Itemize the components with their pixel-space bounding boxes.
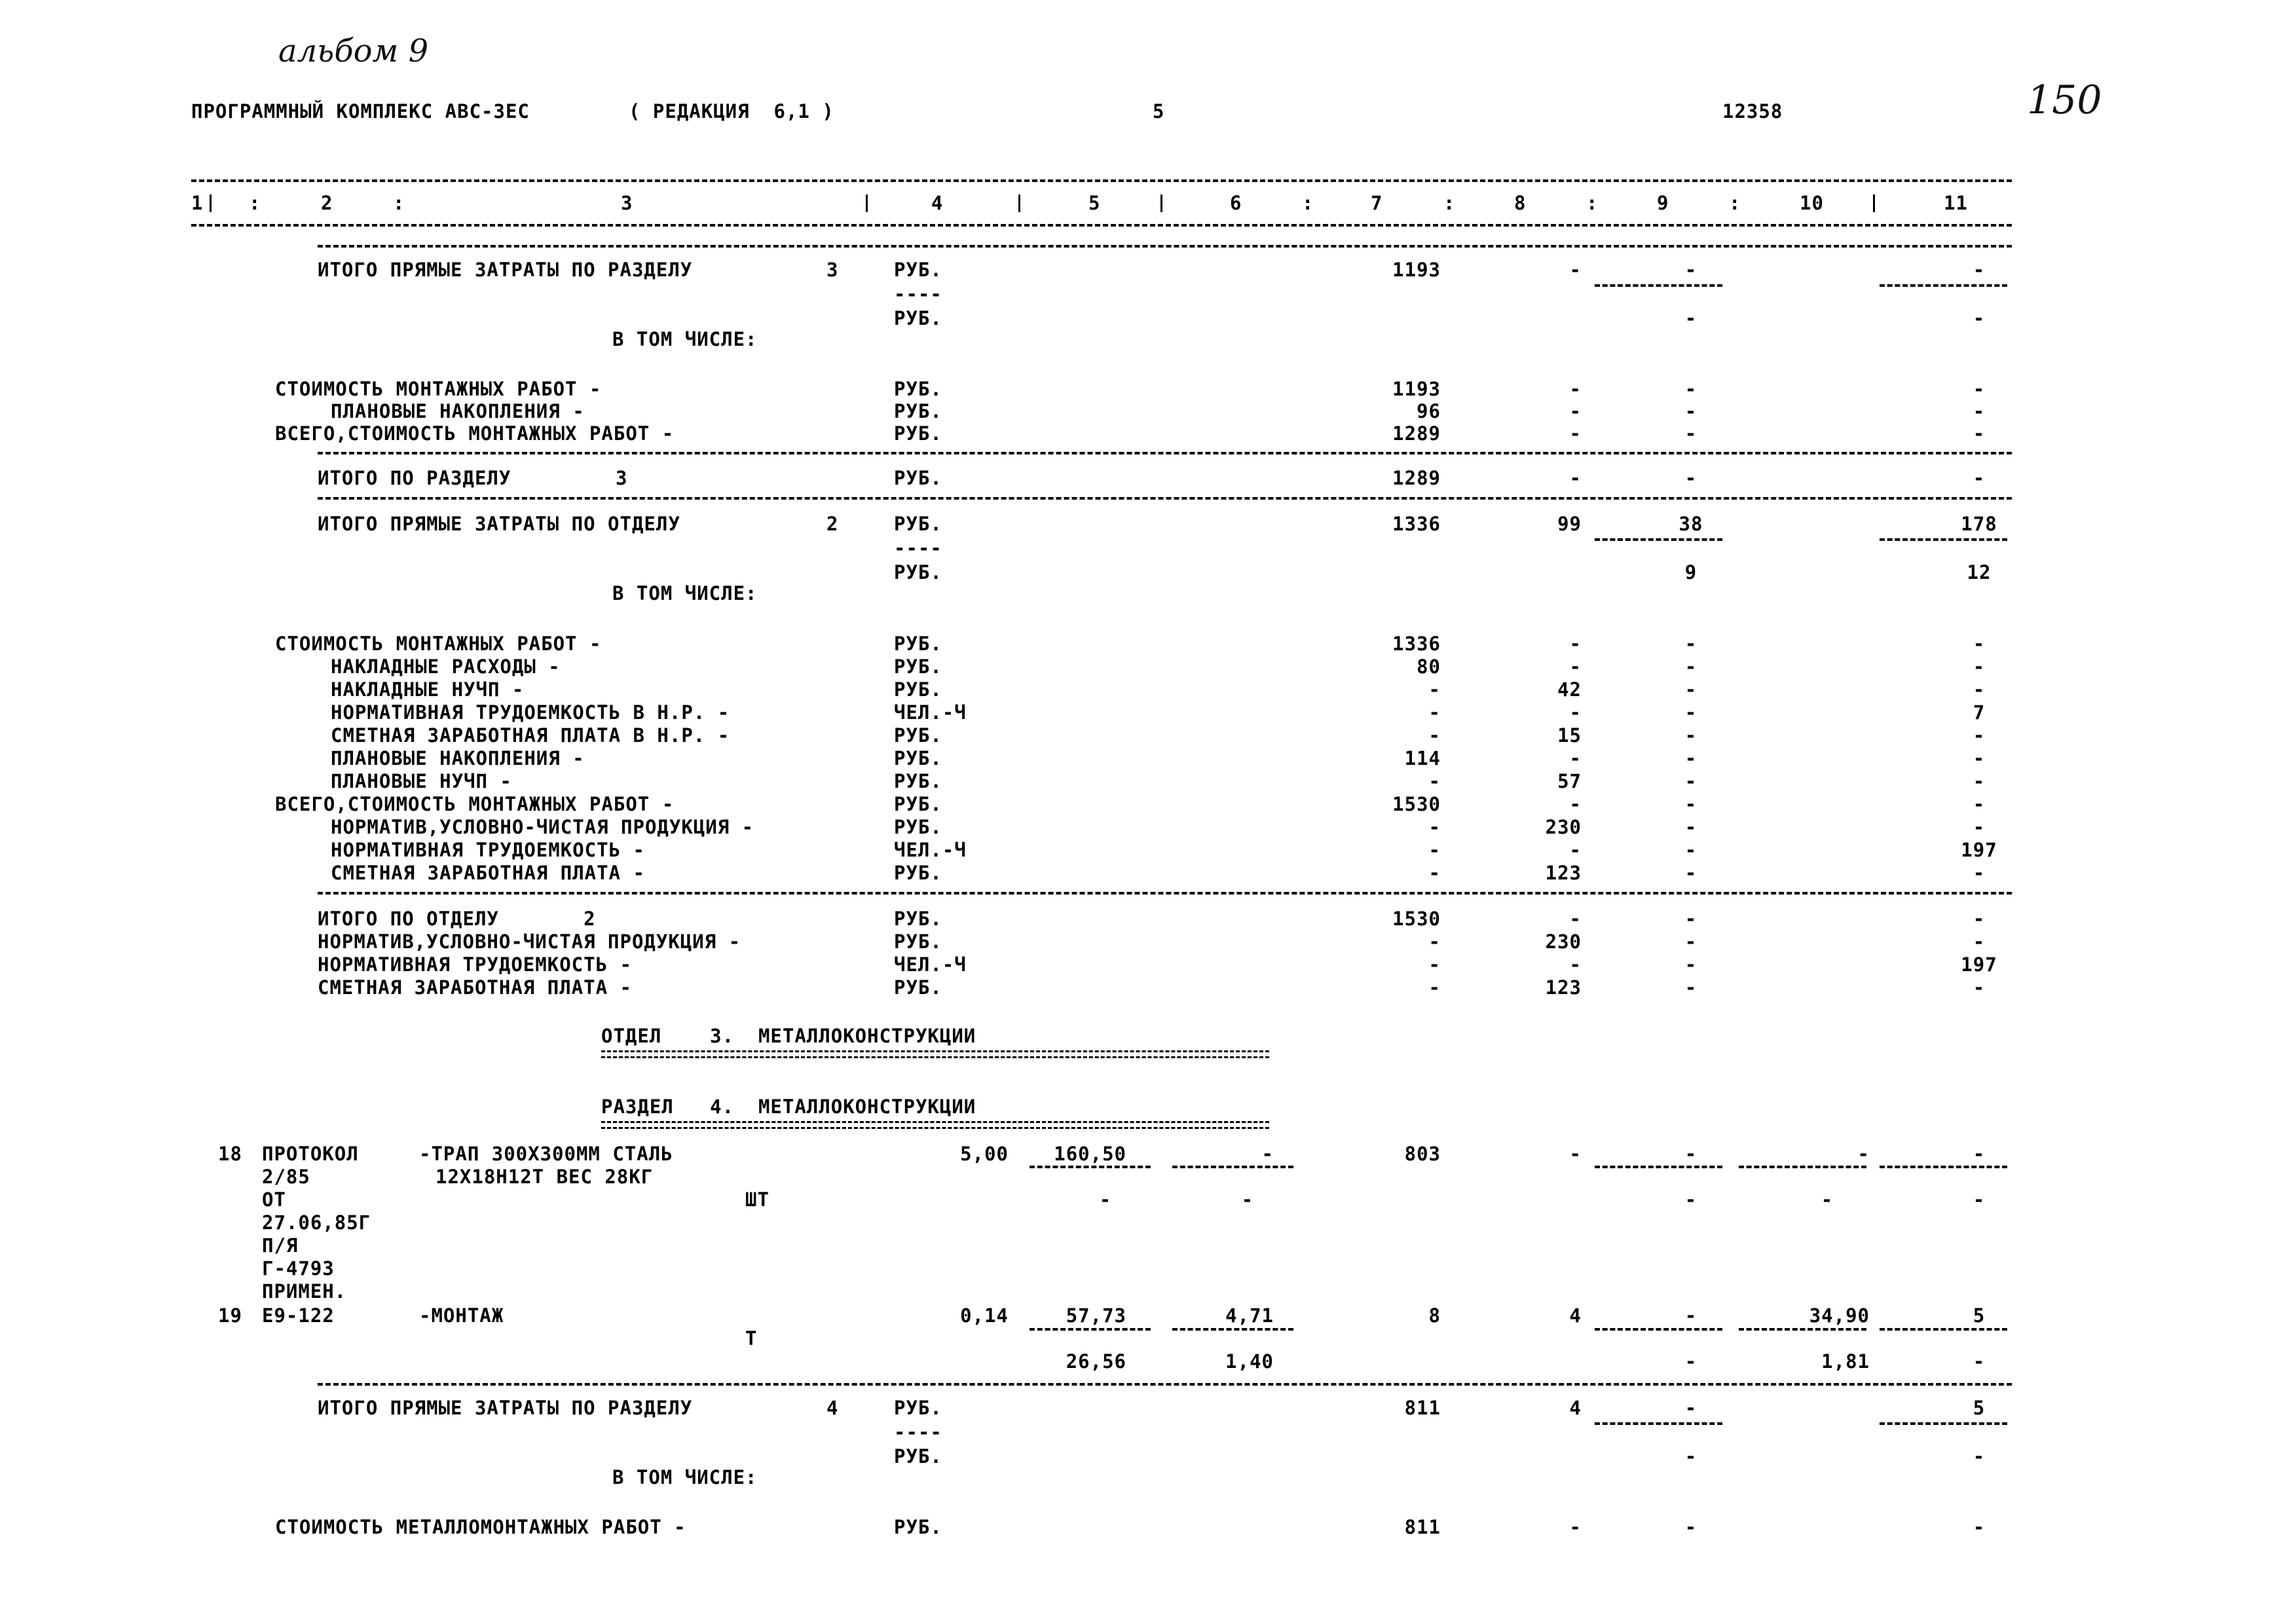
underline-11: [1880, 1422, 2007, 1425]
s1-r2-label: ПЛАНОВЫЕ НАКОПЛЕНИЯ -: [331, 400, 585, 422]
s3-r2-c9: -: [1684, 931, 1697, 953]
s1-r1-unit: РУБ.: [894, 378, 942, 400]
s2-r11-c11: -: [1973, 862, 1986, 884]
l1-unit: РУБ.: [894, 259, 942, 281]
i18-c10b: -: [1821, 1189, 1834, 1211]
s2-r7-c8: 57: [1557, 770, 1582, 792]
s2-r8-unit: РУБ.: [894, 793, 942, 815]
l4-dash: ----: [894, 1421, 942, 1443]
i18-desc: -ТРАП 300Х300ММ СТАЛЬ: [419, 1143, 673, 1165]
s4-r1-label: СТОИМОСТЬ МЕТАЛЛОМОНТАЖНЫХ РАБОТ -: [275, 1516, 686, 1538]
column-colon: :: [1729, 192, 1741, 214]
column-separator: [210, 194, 212, 212]
i19-desc: -МОНТАЖ: [419, 1304, 504, 1327]
s2-r6-unit: РУБ.: [894, 747, 942, 769]
i18-c11b: -: [1973, 1189, 1986, 1211]
s3-r4-c8: 123: [1545, 976, 1582, 999]
s2-r8-c7: 1530: [1392, 793, 1441, 815]
i18-code: ПРОТОКОЛ: [262, 1143, 359, 1165]
s2-r7-c9: -: [1684, 770, 1697, 792]
s1-r3-c11: -: [1973, 422, 1986, 445]
s2-r10-unit: ЧЕЛ.-Ч: [894, 839, 967, 861]
s2-r2-c7: 80: [1417, 655, 1441, 678]
l3-c9b: 9: [1684, 561, 1697, 583]
s1-r2-c9: -: [1684, 400, 1697, 422]
header-bottom-rule: [191, 224, 2012, 227]
s3-r1-label: ИТОГО ПО ОТДЕЛУ 2: [318, 908, 596, 930]
i19-c10b: 1,81: [1821, 1350, 1870, 1373]
s1-r3-c7: 1289: [1392, 422, 1441, 445]
s3-r2-label: НОРМАТИВ,УСЛОВНО-ЧИСТАЯ ПРОДУКЦИЯ -: [318, 931, 741, 953]
s2-r10-c8: -: [1569, 839, 1582, 861]
s2-r3-c7: -: [1428, 678, 1441, 701]
underline-9: [1595, 284, 1722, 287]
l4-unit2: РУБ.: [894, 1445, 942, 1467]
s2-r4-unit: ЧЕЛ.-Ч: [894, 701, 967, 724]
s2-r6-c7: 114: [1404, 747, 1441, 769]
l2-num: 3: [616, 467, 628, 489]
i19-c8: 4: [1569, 1304, 1582, 1327]
underline-9: [1595, 1422, 1722, 1425]
s1-r2-unit: РУБ.: [894, 400, 942, 422]
s3-r1-c8: -: [1569, 908, 1582, 930]
l3-num: 2: [826, 513, 839, 535]
handwritten-page-number: 150: [2027, 77, 2102, 123]
l2-c9: -: [1684, 467, 1697, 489]
s3-r1-c11: -: [1973, 908, 1986, 930]
s2-r8-label: ВСЕГО,СТОИМОСТЬ МОНТАЖНЫХ РАБОТ -: [275, 793, 675, 815]
i19-c11b: -: [1973, 1350, 1986, 1373]
s2-r4-c7: -: [1428, 701, 1441, 724]
l4-vtom: В ТОМ ЧИСЛЕ:: [612, 1466, 758, 1488]
column-colon: :: [1586, 192, 1599, 214]
s4-r1-unit: РУБ.: [894, 1516, 942, 1538]
item-underline: [1880, 1328, 2007, 1331]
l3-c7: 1336: [1392, 513, 1441, 535]
s2-r5-c9: -: [1684, 724, 1697, 747]
l4-c9: -: [1684, 1397, 1697, 1419]
header-top-rule: [191, 179, 2012, 182]
l3-c11b: 12: [1967, 561, 1992, 583]
l1-c9: -: [1684, 259, 1697, 281]
s4-r1-c8: -: [1569, 1516, 1582, 1538]
i18-no: 18: [218, 1143, 242, 1165]
i19-code: Е9-122: [262, 1304, 335, 1327]
item-underline: [1595, 1328, 1722, 1331]
s1-r1-label: СТОИМОСТЬ МОНТАЖНЫХ РАБОТ -: [275, 378, 602, 400]
s2-r9-c7: -: [1428, 816, 1441, 838]
column-separator: [1160, 194, 1162, 212]
s3-r2-c7: -: [1428, 931, 1441, 953]
underline-9: [1595, 538, 1722, 541]
i18-code2: 2/85: [262, 1166, 310, 1188]
s4-r1-c11: -: [1973, 1516, 1986, 1538]
section-rule: [318, 245, 2012, 248]
l3-dash: ----: [894, 537, 942, 559]
s2-r9-c8: 230: [1545, 816, 1582, 838]
s3-r3-unit: ЧЕЛ.-Ч: [894, 953, 967, 976]
s1-r2-c8: -: [1569, 400, 1582, 422]
s3-r1-c7: 1530: [1392, 908, 1441, 930]
column-header-1: 1: [191, 192, 204, 214]
i18-c9b: -: [1684, 1189, 1697, 1211]
i19-qty: 0,14: [960, 1304, 1009, 1327]
s2-r3-c8: 42: [1557, 678, 1582, 701]
handwritten-album-label: альбом 9: [278, 33, 429, 69]
s2-r11-unit: РУБ.: [894, 862, 942, 884]
s2-r5-c11: -: [1973, 724, 1986, 747]
l2-c11: -: [1973, 467, 1986, 489]
s3-r2-c11: -: [1973, 931, 1986, 953]
s2-r2-c9: -: [1684, 655, 1697, 678]
column-header-10: 10: [1800, 192, 1824, 214]
s2-r9-c9: -: [1684, 816, 1697, 838]
i18-qty: 5,00: [960, 1143, 1009, 1165]
s2-r6-c8: -: [1569, 747, 1582, 769]
l1-num: 3: [826, 259, 839, 281]
s3-r4-unit: РУБ.: [894, 976, 942, 999]
s2-r10-c7: -: [1428, 839, 1441, 861]
l3-label: ИТОГО ПРЯМЫЕ ЗАТРАТЫ ПО ОТДЕЛУ: [318, 513, 680, 535]
i19-c7: 8: [1428, 1304, 1441, 1327]
i18-c9: -: [1684, 1143, 1697, 1165]
item-underline: [1595, 1166, 1722, 1168]
i19-c6: 4,71: [1225, 1304, 1274, 1327]
l1-unit2: РУБ.: [894, 307, 942, 329]
i18-c6: -: [1261, 1143, 1274, 1165]
section-rule: [318, 892, 2012, 895]
l1-c11b: -: [1973, 307, 1986, 329]
l1-c8: -: [1569, 259, 1582, 281]
page-number: 5: [1153, 100, 1165, 122]
i18-unit: ШТ: [745, 1189, 770, 1211]
razdel-head: РАЗДЕЛ 4. МЕТАЛЛОКОНСТРУКЦИИ: [601, 1096, 976, 1118]
i19-c6b: 1,40: [1225, 1350, 1274, 1373]
column-colon: :: [393, 192, 405, 214]
s2-r11-c9: -: [1684, 862, 1697, 884]
s2-r6-c9: -: [1684, 747, 1697, 769]
s1-r3-label: ВСЕГО,СТОИМОСТЬ МОНТАЖНЫХ РАБОТ -: [275, 422, 675, 445]
s2-r1-c11: -: [1973, 633, 1986, 655]
i19-c9b: -: [1684, 1350, 1697, 1373]
s2-r2-c11: -: [1973, 655, 1986, 678]
s2-r5-c8: 15: [1557, 724, 1582, 747]
item-underline: [1739, 1328, 1866, 1331]
s3-r1-unit: РУБ.: [894, 908, 942, 930]
i19-no: 19: [218, 1304, 242, 1327]
s2-r2-unit: РУБ.: [894, 655, 942, 678]
i18-c10: -: [1857, 1143, 1870, 1165]
i19-c10: 34,90: [1809, 1304, 1870, 1327]
s2-r3-c9: -: [1684, 678, 1697, 701]
column-header-9: 9: [1657, 192, 1669, 214]
l4-c9b: -: [1684, 1445, 1697, 1467]
s2-r9-unit: РУБ.: [894, 816, 942, 838]
s1-r1-c9: -: [1684, 378, 1697, 400]
s1-r3-c9: -: [1684, 422, 1697, 445]
s2-r2-c8: -: [1569, 655, 1582, 678]
s2-r5-c7: -: [1428, 724, 1441, 747]
section-rule: [318, 452, 2012, 454]
s3-r4-label: СМЕТНАЯ ЗАРАБОТНАЯ ПЛАТА -: [318, 976, 632, 999]
s3-r2-c8: 230: [1545, 931, 1582, 953]
s4-r1-c9: -: [1684, 1516, 1697, 1538]
column-separator: [1873, 194, 1875, 212]
s2-r2-label: НАКЛАДНЫЕ РАСХОДЫ -: [331, 655, 561, 678]
s2-r5-label: СМЕТНАЯ ЗАРАБОТНАЯ ПЛАТА В Н.Р. -: [331, 724, 730, 747]
s1-r1-c8: -: [1569, 378, 1582, 400]
program-title: ПРОГРАММНЫЙ КОМПЛЕКС АВС-ЗЕС: [191, 100, 530, 122]
otdel-head: ОТДЕЛ 3. МЕТАЛЛОКОНСТРУКЦИИ: [601, 1025, 976, 1047]
column-header-7: 7: [1371, 192, 1383, 214]
l3-c8: 99: [1557, 513, 1582, 535]
s1-r1-c11: -: [1973, 378, 1986, 400]
s1-r1-c7: 1193: [1392, 378, 1441, 400]
i18-c7: 803: [1404, 1143, 1441, 1165]
s3-r2-unit: РУБ.: [894, 931, 942, 953]
s2-r4-label: НОРМАТИВНАЯ ТРУДОЕМКОСТЬ В Н.Р. -: [331, 701, 730, 724]
s2-r10-label: НОРМАТИВНАЯ ТРУДОЕМКОСТЬ -: [331, 839, 645, 861]
s2-r6-label: ПЛАНОВЫЕ НАКОПЛЕНИЯ -: [331, 747, 585, 769]
s3-r4-c9: -: [1684, 976, 1697, 999]
s3-r4-c7: -: [1428, 976, 1441, 999]
underline-11: [1880, 284, 2007, 287]
s2-r7-unit: РУБ.: [894, 770, 942, 792]
section-rule: [318, 1383, 2012, 1386]
item-underline: [1172, 1166, 1293, 1168]
s2-r8-c8: -: [1569, 793, 1582, 815]
item-underline: [1880, 1166, 2007, 1168]
s2-r1-c9: -: [1684, 633, 1697, 655]
l3-c11: 178: [1961, 513, 1997, 535]
column-header-2: 2: [321, 192, 333, 214]
s3-r4-c11: -: [1973, 976, 1986, 999]
i18-code4: 27.06,85Г: [262, 1211, 371, 1234]
s2-r10-c9: -: [1684, 839, 1697, 861]
heading-underline: [601, 1121, 1269, 1129]
i19-c5b: 26,56: [1066, 1350, 1126, 1373]
l3-unit2: РУБ.: [894, 561, 942, 583]
i18-code5: П/Я: [262, 1234, 299, 1257]
s1-r3-unit: РУБ.: [894, 422, 942, 445]
s2-r5-unit: РУБ.: [894, 724, 942, 747]
item-underline: [1029, 1166, 1151, 1168]
l1-c9b: -: [1684, 307, 1697, 329]
l1-dash: ----: [894, 283, 942, 305]
column-colon: :: [1443, 192, 1456, 214]
i18-c11: -: [1973, 1143, 1986, 1165]
edition-label: ( РЕДАКЦИЯ 6,1 ): [629, 100, 834, 122]
column-separator: [866, 194, 868, 212]
l1-label: ИТОГО ПРЯМЫЕ ЗАТРАТЫ ПО РАЗДЕЛУ: [318, 259, 693, 281]
s2-r7-label: ПЛАНОВЫЕ НУЧП -: [331, 770, 512, 792]
column-header-8: 8: [1514, 192, 1527, 214]
l4-unit: РУБ.: [894, 1397, 942, 1419]
i19-unit: Т: [745, 1327, 758, 1350]
i18-code6: Г-4793: [262, 1257, 335, 1280]
s3-r3-c11: 197: [1961, 953, 1997, 976]
column-header-4: 4: [931, 192, 944, 214]
i19-c11: 5: [1973, 1304, 1986, 1327]
s2-r7-c7: -: [1428, 770, 1441, 792]
heading-underline: [601, 1050, 1269, 1058]
l4-c11b: -: [1973, 1445, 1986, 1467]
s1-r2-c7: 96: [1417, 400, 1441, 422]
i18-code7: ПРИМЕН.: [262, 1280, 347, 1302]
s3-r1-c9: -: [1684, 908, 1697, 930]
l3-unit: РУБ.: [894, 513, 942, 535]
l3-vtom: В ТОМ ЧИСЛЕ:: [612, 582, 758, 604]
l1-c7: 1193: [1392, 259, 1441, 281]
s2-r1-unit: РУБ.: [894, 633, 942, 655]
underline-11: [1880, 538, 2007, 541]
item-underline: [1172, 1328, 1293, 1331]
l2-unit: РУБ.: [894, 467, 942, 489]
s2-r6-c11: -: [1973, 747, 1986, 769]
column-header-3: 3: [621, 192, 633, 214]
s2-r8-c11: -: [1973, 793, 1986, 815]
s2-r9-label: НОРМАТИВ,УСЛОВНО-ЧИСТАЯ ПРОДУКЦИЯ -: [331, 816, 754, 838]
i18-c5: 160,50: [1054, 1143, 1126, 1165]
s2-r4-c11: 7: [1973, 701, 1986, 724]
s2-r4-c8: -: [1569, 701, 1582, 724]
s2-r8-c9: -: [1684, 793, 1697, 815]
s2-r1-c8: -: [1569, 633, 1582, 655]
i19-c5: 57,73: [1066, 1304, 1126, 1327]
i18-desc2: 12Х18Н12Т ВЕС 28КГ: [436, 1166, 654, 1188]
l2-c8: -: [1569, 467, 1582, 489]
l3-c9: 38: [1678, 513, 1703, 535]
s2-r3-c11: -: [1973, 678, 1986, 701]
column-colon: :: [249, 192, 261, 214]
column-colon: :: [1302, 192, 1314, 214]
s2-r3-unit: РУБ.: [894, 678, 942, 701]
l4-c7: 811: [1404, 1397, 1441, 1419]
column-header-11: 11: [1944, 192, 1968, 214]
i18-c6b: -: [1241, 1189, 1254, 1211]
s2-r1-c7: 1336: [1392, 633, 1441, 655]
s3-r3-label: НОРМАТИВНАЯ ТРУДОЕМКОСТЬ -: [318, 953, 632, 976]
s2-r10-c11: 197: [1961, 839, 1997, 861]
l2-c7: 1289: [1392, 467, 1441, 489]
s2-r7-c11: -: [1973, 770, 1986, 792]
l1-vtom: В ТОМ ЧИСЛЕ:: [612, 328, 758, 350]
s2-r11-c8: 123: [1545, 862, 1582, 884]
item-underline: [1739, 1166, 1866, 1168]
l4-c8: 4: [1569, 1397, 1582, 1419]
l4-label: ИТОГО ПРЯМЫЕ ЗАТРАТЫ ПО РАЗДЕЛУ: [318, 1397, 693, 1419]
l4-num: 4: [826, 1397, 839, 1419]
i19-c9: -: [1684, 1304, 1697, 1327]
s3-r3-c8: -: [1569, 953, 1582, 976]
s2-r11-c7: -: [1428, 862, 1441, 884]
column-header-5: 5: [1088, 192, 1101, 214]
s2-r11-label: СМЕТНАЯ ЗАРАБОТНАЯ ПЛАТА -: [331, 862, 645, 884]
column-separator: [1018, 194, 1020, 212]
s1-r3-c8: -: [1569, 422, 1582, 445]
l1-c11: -: [1973, 259, 1986, 281]
s2-r9-c11: -: [1973, 816, 1986, 838]
l4-c11: 5: [1973, 1397, 1986, 1419]
i18-code3: ОТ: [262, 1189, 286, 1211]
i18-c5b: -: [1099, 1189, 1112, 1211]
doc-code: 12358: [1722, 100, 1783, 122]
s3-r3-c7: -: [1428, 953, 1441, 976]
s4-r1-c7: 811: [1404, 1516, 1441, 1538]
column-header-6: 6: [1230, 192, 1242, 214]
section-rule: [318, 497, 2012, 500]
s2-r4-c9: -: [1684, 701, 1697, 724]
s2-r3-label: НАКЛАДНЫЕ НУЧП -: [331, 678, 525, 701]
s3-r3-c9: -: [1684, 953, 1697, 976]
s2-r1-label: СТОИМОСТЬ МОНТАЖНЫХ РАБОТ -: [275, 633, 602, 655]
item-underline: [1029, 1328, 1151, 1331]
s1-r2-c11: -: [1973, 400, 1986, 422]
i18-c8: -: [1569, 1143, 1582, 1165]
l2-label: ИТОГО ПО РАЗДЕЛУ: [318, 467, 511, 489]
